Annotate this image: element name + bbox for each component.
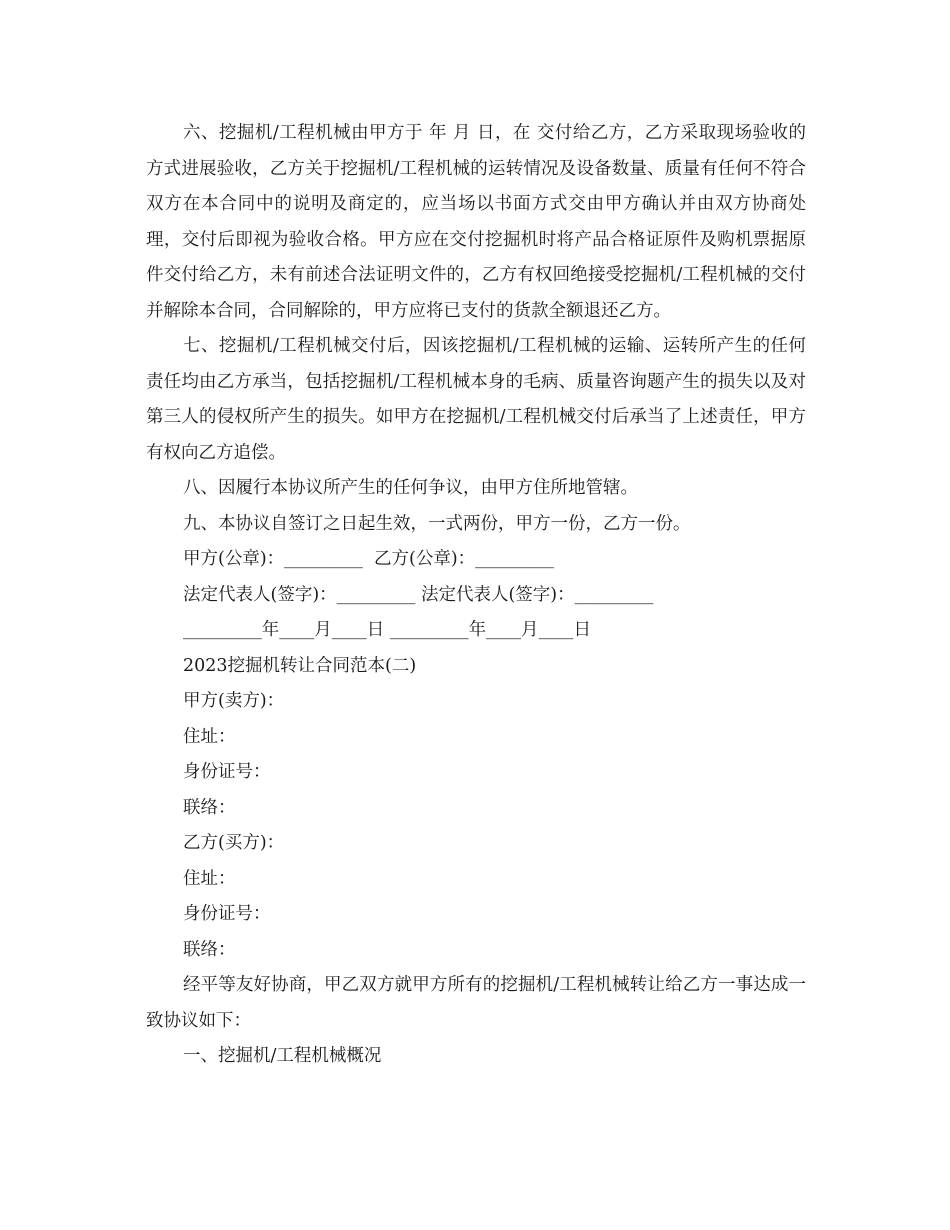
clause-8: 八、因履行本协议所产生的任何争议，由甲方住所地管辖。 xyxy=(183,478,638,498)
representative-signature-line: 法定代表人(签字)：_________ 法定代表人(签字)：_________ xyxy=(183,584,654,605)
seller-label: 甲方(卖方)： xyxy=(183,691,285,711)
date-line: _________年____月____日 _________年____月____日 xyxy=(183,620,592,640)
seal-signature-line: 甲方(公章)：_________ 乙方(公章)：_________ xyxy=(183,549,554,569)
document-page xyxy=(146,116,806,1075)
clause-7: 七、挖掘机/工程机械交付后，因该挖掘机/工程机械的运输、运转所产生的任何责任均由乙方承当，包括挖掘机/工程机械本身的毛病、质量咨询题产生的损失以及对第三人的侵权所产生的损失。如甲方在挖掘机/工程机械交付后承当了上述责任，甲方有权向乙方追偿。 xyxy=(146,336,806,463)
item-1-heading: 一、挖掘机/工程机械概况 xyxy=(183,1046,382,1066)
buyer-label: 乙方(买方)： xyxy=(183,833,285,853)
buyer-address: 住址： xyxy=(183,868,236,889)
buyer-contact: 联络： xyxy=(183,939,236,960)
agreement-intro: 经平等友好协商，甲乙双方就甲方所有的挖掘机/工程机械转让给乙方一事达成一致协议如下： xyxy=(146,975,806,1031)
clause-6: 六、挖掘机/工程机械由甲方于 年 月 日，在 交付给乙方，乙方采取现场验收的方式进展验收，乙方关于挖掘机/工程机械的运转情况及设备数量、质量有任何不符合双方在本合同中的说明及商定的，应当场以书面方式交由甲方确认并由双方协商处理，交付后即视为验收合格。甲方应在交付挖掘机时将产品合格证原件及购机票据原件交付给乙方，未有前述合法证明文件的，乙方有权回绝接受挖掘机/工程机械的交付并解除本合同，合同解除的，甲方应将已支付的货款全额退还乙方。 xyxy=(146,123,806,321)
buyer-id: 身份证号： xyxy=(183,904,271,924)
clause-9: 九、本协议自签订之日起生效，一式两份，甲方一份，乙方一份。 xyxy=(183,513,691,534)
seller-id: 身份证号： xyxy=(183,762,271,782)
seller-contact: 联络： xyxy=(183,797,236,818)
section-title: 2023挖掘机转让合同范本(二) xyxy=(183,655,417,676)
seller-address: 住址： xyxy=(183,726,236,747)
